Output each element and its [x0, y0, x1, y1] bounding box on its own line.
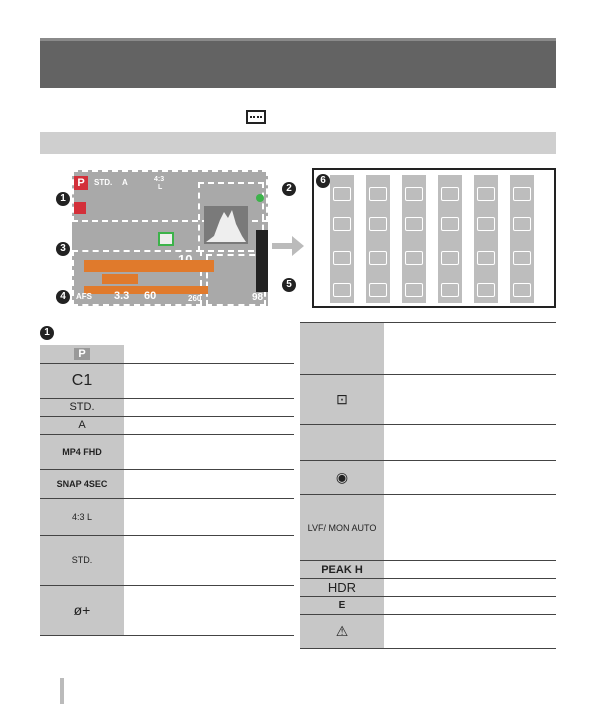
legend-row-icon: MP4 FHD [40, 434, 124, 469]
legend-row-icon: P [40, 345, 124, 363]
photo-style: STD. [94, 178, 113, 187]
picture-size: L [158, 184, 163, 191]
legend-row-icon: PEAK H [300, 561, 384, 579]
af-area [158, 232, 174, 246]
legend-row-icon: C1 [40, 363, 124, 398]
touch-tab[interactable] [256, 230, 268, 292]
legend-table-left [40, 345, 294, 636]
subsection-bar [40, 132, 556, 154]
histogram [204, 206, 248, 244]
shutter-speed: 60 [144, 290, 157, 302]
info-bar-a [84, 260, 214, 272]
camera-screen [72, 170, 268, 306]
panel-strip-2 [366, 175, 390, 303]
aspect-ratio: 4:3 [154, 176, 165, 183]
legend-row-icon: 4:3 L [40, 498, 124, 535]
callout-4: 4 [56, 290, 70, 304]
panel-strip-1 [330, 175, 354, 303]
recording-icon [74, 202, 86, 214]
touch-panel-figure [312, 168, 556, 308]
panel-strip-4 [438, 175, 462, 303]
legend-row-icon: ø+ [40, 585, 124, 635]
callout-6: 6 [316, 174, 330, 188]
callout-1: 1 [56, 192, 70, 206]
page-edge-marker [60, 678, 64, 704]
legend-table-right [300, 322, 556, 649]
aperture-value: 3.3 [114, 290, 130, 302]
mode-badge: P [74, 176, 88, 190]
shot-count: 260 [188, 294, 202, 303]
callout-5: 5 [282, 278, 296, 292]
legend-row-icon: LVF/ MON AUTO [300, 495, 384, 561]
legend-row-icon: STD. [40, 398, 124, 416]
legend-row-icon: HDR [300, 579, 384, 597]
flash-mode: A [122, 178, 128, 187]
monitor-icon [246, 110, 266, 124]
legend-row-icon: SNAP 4SEC [40, 469, 124, 498]
legend-row-icon [300, 323, 384, 375]
legend-row-icon: ⚠ [300, 615, 384, 649]
legend-row-icon [300, 425, 384, 461]
legend-row-icon: STD. [40, 535, 124, 585]
arrow-right-icon [272, 236, 304, 256]
callout-2: 2 [282, 182, 296, 196]
callout-3: 3 [56, 242, 70, 256]
legend-row-icon: E [300, 597, 384, 615]
remaining-shots: 98 [252, 292, 264, 303]
panel-strip-6 [510, 175, 534, 303]
af-mode: AFS [76, 292, 92, 301]
focus-indicator [256, 194, 264, 202]
legend-row-icon: ◉ [300, 461, 384, 495]
info-bar-b [102, 274, 138, 284]
section-header-bar [40, 38, 556, 88]
panel-strip-5 [474, 175, 498, 303]
legend-row-icon: A [40, 416, 124, 434]
legend-callout-1: 1 [40, 326, 54, 340]
panel-strip-3 [402, 175, 426, 303]
legend-row-icon: ⊡ [300, 375, 384, 425]
